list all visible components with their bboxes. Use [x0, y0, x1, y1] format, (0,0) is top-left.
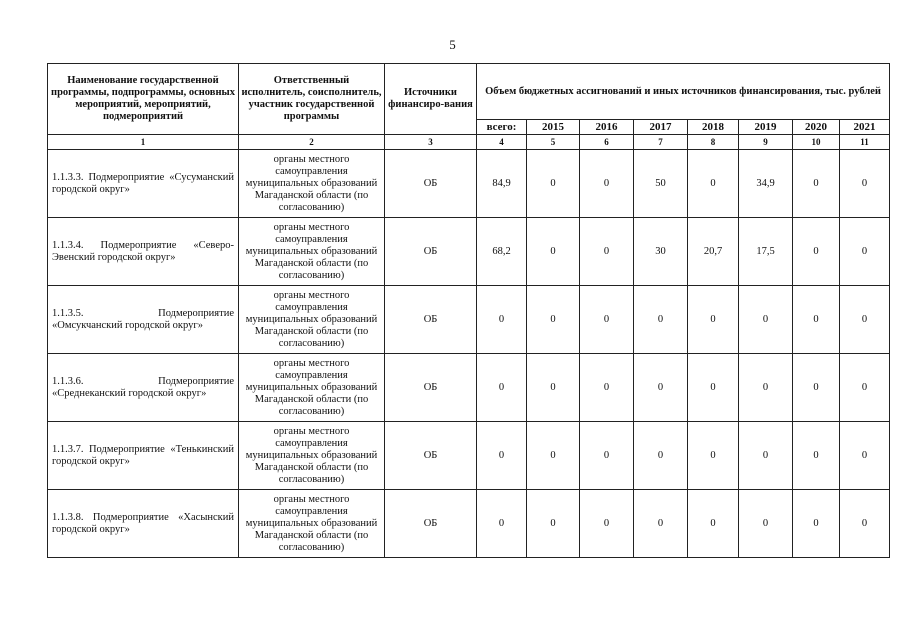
- table-row: [48, 286, 890, 354]
- header-year: 2016: [580, 120, 634, 135]
- year-value: 0: [840, 150, 890, 218]
- subactivity-name: 1.1.3.4. Подмероприятие «Северо-Эвенский городской округ»: [48, 218, 239, 286]
- year-value: 30: [634, 218, 688, 286]
- year-value: 0: [840, 354, 890, 422]
- year-value: 0: [634, 490, 688, 558]
- year-value: 0: [840, 422, 890, 490]
- year-value: 0: [527, 354, 580, 422]
- total-cell: 0: [477, 422, 527, 490]
- executor-cell: органы местного самоуправления муниципальных образований Магаданской области (по согласованию): [239, 218, 385, 286]
- header-executor: Ответственный исполнитель, соисполнитель, участник государственной программы: [239, 64, 385, 135]
- year-value: 0: [688, 490, 739, 558]
- year-value: 0: [840, 218, 890, 286]
- col-number: 4: [477, 135, 527, 150]
- page-number: 5: [449, 37, 456, 52]
- subactivity-name: 1.1.3.6. Подмероприятие «Среднеканский городской округ»: [48, 354, 239, 422]
- header-volume: Объем бюджетных ассигнований и иных источников финансирования, тыс. рублей: [477, 64, 890, 120]
- source-cell: ОБ: [385, 422, 477, 490]
- year-value: 0: [527, 422, 580, 490]
- col-number: 7: [634, 135, 688, 150]
- year-value: 0: [793, 286, 840, 354]
- table-row: [48, 150, 890, 218]
- year-value: 0: [580, 218, 634, 286]
- year-value: 0: [793, 422, 840, 490]
- total-cell: 84,9: [477, 150, 527, 218]
- year-value: 0: [527, 490, 580, 558]
- table-row: [48, 354, 890, 422]
- table-row: [48, 218, 890, 286]
- year-value: 0: [739, 490, 793, 558]
- year-value: 0: [580, 286, 634, 354]
- col-number: 8: [688, 135, 739, 150]
- header-year: 2015: [527, 120, 580, 135]
- subactivity-name: 1.1.3.5. Подмероприятие «Омсукчанский городской округ»: [48, 286, 239, 354]
- header-year: 2018: [688, 120, 739, 135]
- year-value: 0: [793, 150, 840, 218]
- year-value: 0: [634, 286, 688, 354]
- col-number: 6: [580, 135, 634, 150]
- col-number: 9: [739, 135, 793, 150]
- year-value: 0: [739, 354, 793, 422]
- subactivity-name: 1.1.3.3. Подмероприятие «Сусуманский городской округ»: [48, 150, 239, 218]
- executor-cell: органы местного самоуправления муниципальных образований Магаданской области (по согласованию): [239, 150, 385, 218]
- executor-cell: органы местного самоуправления муниципальных образований Магаданской области (по согласованию): [239, 286, 385, 354]
- header-sources: Источники финансиро-вания: [385, 64, 477, 135]
- source-cell: ОБ: [385, 150, 477, 218]
- year-value: 0: [527, 286, 580, 354]
- col-number: 5: [527, 135, 580, 150]
- year-value: 0: [793, 490, 840, 558]
- col-number: 1: [48, 135, 239, 150]
- year-value: 0: [793, 218, 840, 286]
- source-cell: ОБ: [385, 218, 477, 286]
- year-value: 0: [688, 354, 739, 422]
- year-value: 0: [580, 422, 634, 490]
- year-value: 0: [739, 286, 793, 354]
- header-name: Наименование государственной программы, подпрограммы, основных мероприятий, мероприятий, подмероприятий: [48, 64, 239, 135]
- subactivity-name: 1.1.3.8. Подмероприятие «Хасынский городской округ»: [48, 490, 239, 558]
- year-value: 20,7: [688, 218, 739, 286]
- year-value: 0: [793, 354, 840, 422]
- header-year: 2020: [793, 120, 840, 135]
- col-number: 3: [385, 135, 477, 150]
- col-number: 10: [793, 135, 840, 150]
- header-year: 2017: [634, 120, 688, 135]
- executor-cell: органы местного самоуправления муниципальных образований Магаданской области (по согласованию): [239, 422, 385, 490]
- source-cell: ОБ: [385, 490, 477, 558]
- table-row: [48, 490, 890, 558]
- header-year: 2019: [739, 120, 793, 135]
- year-value: 0: [527, 150, 580, 218]
- year-value: 17,5: [739, 218, 793, 286]
- subactivity-name: 1.1.3.7. Подмероприятие «Тенькинский городской округ»: [48, 422, 239, 490]
- year-value: 0: [688, 422, 739, 490]
- total-cell: 68,2: [477, 218, 527, 286]
- year-value: 0: [580, 150, 634, 218]
- total-cell: 0: [477, 286, 527, 354]
- year-value: 0: [840, 286, 890, 354]
- year-value: 0: [840, 490, 890, 558]
- year-value: 0: [634, 422, 688, 490]
- year-value: 0: [527, 218, 580, 286]
- year-value: 0: [739, 422, 793, 490]
- budget-table: [47, 63, 890, 558]
- year-value: 0: [580, 354, 634, 422]
- total-cell: 0: [477, 490, 527, 558]
- year-value: 0: [688, 286, 739, 354]
- total-cell: 0: [477, 354, 527, 422]
- year-value: 50: [634, 150, 688, 218]
- col-number: 2: [239, 135, 385, 150]
- year-value: 0: [580, 490, 634, 558]
- year-value: 0: [688, 150, 739, 218]
- source-cell: ОБ: [385, 286, 477, 354]
- col-number: 11: [840, 135, 890, 150]
- year-value: 34,9: [739, 150, 793, 218]
- header-year: 2021: [840, 120, 890, 135]
- table-row: [48, 422, 890, 490]
- source-cell: ОБ: [385, 354, 477, 422]
- header-total: всего:: [477, 120, 527, 135]
- executor-cell: органы местного самоуправления муниципальных образований Магаданской области (по согласованию): [239, 490, 385, 558]
- executor-cell: органы местного самоуправления муниципальных образований Магаданской области (по согласованию): [239, 354, 385, 422]
- year-value: 0: [634, 354, 688, 422]
